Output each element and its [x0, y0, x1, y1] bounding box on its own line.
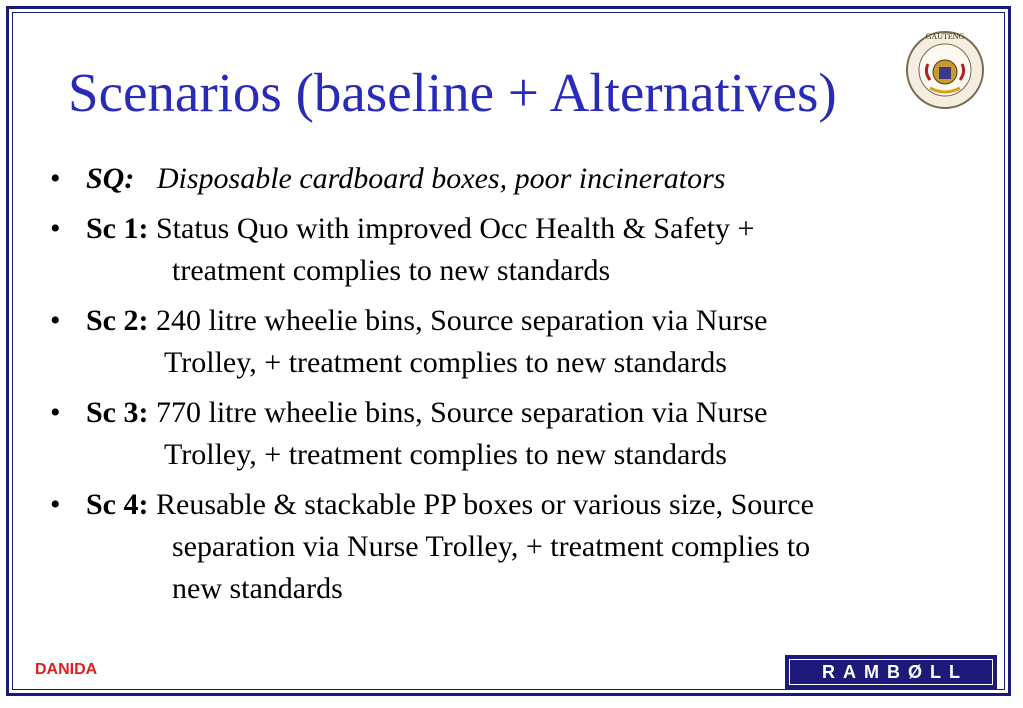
- scenario-text: Status Quo with improved Occ Health & Safety +: [156, 212, 755, 245]
- scenario-text-continued: separation via Nurse Trolley, + treatment complies to: [172, 530, 811, 563]
- ramboll-wordmark: RAMBØLL: [789, 659, 993, 685]
- scenario-text-continued: Trolley, + treatment complies to new standards: [164, 346, 727, 379]
- gauteng-logo: [900, 20, 990, 120]
- bullet-dot-icon: •: [50, 212, 61, 245]
- scenario-label: Sc 3:: [86, 396, 149, 429]
- list-item: [50, 300, 990, 384]
- svg-text:GAUTENG: GAUTENG: [925, 32, 965, 41]
- scenario-label: Sc 2:: [86, 304, 149, 337]
- list-item: [50, 158, 990, 200]
- ramboll-logo: [785, 655, 997, 689]
- scenario-list: [50, 158, 990, 618]
- scenario-text: Reusable & stackable PP boxes or various size, Source: [156, 488, 814, 521]
- scenario-text-continued: treatment complies to new standards: [172, 254, 611, 287]
- scenario-text: 240 litre wheelie bins, Source separation via Nurse: [156, 304, 768, 337]
- scenario-text-continued: new standards: [172, 572, 343, 605]
- list-item: [50, 392, 990, 476]
- danida-label: DANIDA: [35, 661, 98, 678]
- scenario-text: Disposable cardboard boxes, poor incinerators: [156, 162, 726, 195]
- scenario-label: Sc 4:: [86, 488, 149, 521]
- scenario-label: Sc 1:: [86, 212, 149, 245]
- list-item: [50, 484, 990, 610]
- scenario-text: 770 litre wheelie bins, Source separation via Nurse: [156, 396, 768, 429]
- scenario-label: SQ:: [86, 162, 135, 195]
- bullet-dot-icon: •: [50, 488, 61, 521]
- list-item: [50, 208, 990, 292]
- bullet-dot-icon: •: [50, 162, 61, 195]
- scenario-text-continued: Trolley, + treatment complies to new standards: [164, 438, 727, 471]
- bullet-dot-icon: •: [50, 396, 61, 429]
- bullet-dot-icon: •: [50, 304, 61, 337]
- slide-title: Scenarios (baseline + Alternatives): [68, 62, 837, 123]
